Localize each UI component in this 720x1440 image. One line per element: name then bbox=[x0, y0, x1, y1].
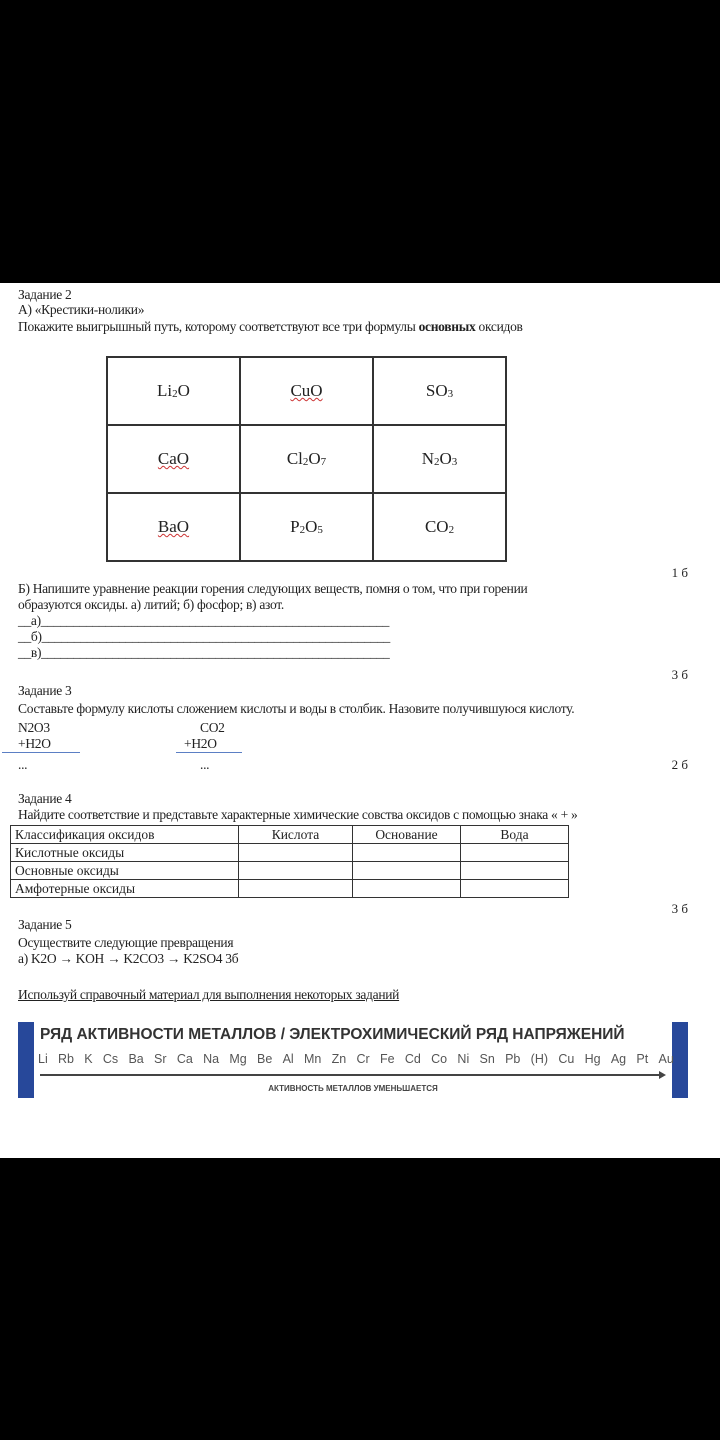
metal-symbol: Au bbox=[658, 1052, 674, 1066]
formula-base: CO bbox=[424, 517, 449, 536]
metal-symbol: Co bbox=[431, 1052, 448, 1066]
task2-title: Задание 2 bbox=[18, 287, 72, 302]
formula-rest bbox=[305, 517, 323, 536]
metal-symbol: Cu bbox=[558, 1052, 575, 1066]
points-4: 3 б bbox=[671, 901, 688, 916]
metal-symbol: Sr bbox=[154, 1052, 167, 1066]
formula-base: BaO bbox=[157, 517, 190, 536]
grid-cell bbox=[373, 357, 506, 425]
metal-activity-series bbox=[18, 1022, 688, 1098]
formula-subscript: 2 bbox=[299, 524, 306, 536]
task5-title: Задание 5 bbox=[18, 917, 72, 932]
grid-cell bbox=[107, 425, 240, 493]
metal-symbol: (H) bbox=[530, 1052, 549, 1066]
column-header: Основание bbox=[353, 826, 461, 844]
answer-cell[interactable] bbox=[353, 844, 461, 862]
column-header: Кислота bbox=[239, 826, 353, 844]
metal-symbol: Ag bbox=[610, 1052, 627, 1066]
answer-cell[interactable] bbox=[353, 880, 461, 898]
formula-subscript: 5 bbox=[317, 524, 323, 536]
formula-element: O bbox=[177, 381, 190, 400]
row-label: Основные оксиды bbox=[11, 862, 239, 880]
metal-symbol: Sn bbox=[479, 1052, 495, 1066]
task4-title: Задание 4 bbox=[18, 791, 72, 806]
grid-cell bbox=[107, 357, 240, 425]
metal-symbol: Mn bbox=[304, 1052, 322, 1066]
banner-caption: АКТИВНОСТЬ МЕТАЛЛОВ УМЕНЬШАЕТСЯ bbox=[268, 1084, 438, 1093]
formula-element: O bbox=[308, 449, 321, 468]
answer-cell[interactable] bbox=[239, 844, 353, 862]
metal-symbol: Cd bbox=[404, 1052, 421, 1066]
answer-cell[interactable] bbox=[461, 844, 569, 862]
formula-rest bbox=[440, 449, 458, 468]
formula-subscript: 2 bbox=[172, 388, 178, 400]
points-b: 3 б bbox=[671, 667, 688, 682]
points-a: 1 б bbox=[671, 565, 688, 580]
task2-b-line1: Б) Напишите уравнение реакции горения следующих веществ, помня о том, что при горении bbox=[18, 581, 528, 596]
metals-list bbox=[38, 1052, 674, 1066]
metal-symbol: Rb bbox=[58, 1052, 74, 1066]
grid-cell bbox=[373, 425, 506, 493]
grid-cell bbox=[107, 493, 240, 561]
metal-symbol: Cs bbox=[102, 1052, 119, 1066]
formula-element: O bbox=[305, 517, 318, 536]
formula-base: CaO bbox=[157, 449, 190, 468]
formula-base: N bbox=[421, 449, 434, 468]
col1-result: ... bbox=[18, 757, 28, 772]
column-header: Вода bbox=[461, 826, 569, 844]
formula-rest bbox=[308, 449, 326, 468]
metal-symbol: K bbox=[84, 1052, 93, 1066]
task2-b-line2: образуются оксиды. а) литий; б) фосфор; в) азот. bbox=[18, 597, 284, 612]
formula-base: Cl bbox=[286, 449, 303, 468]
grid-cell bbox=[240, 493, 373, 561]
answer-cell[interactable] bbox=[239, 880, 353, 898]
metal-symbol: Zn bbox=[331, 1052, 347, 1066]
col1-oxide: N2O3 bbox=[18, 720, 50, 735]
formula-subscript: 2 bbox=[302, 456, 309, 468]
task3-title: Задание 3 bbox=[18, 683, 72, 698]
reference-note: Используй справочный материал для выполнения некоторых заданий bbox=[18, 987, 400, 1002]
metal-symbol: Cr bbox=[356, 1052, 370, 1066]
table-row bbox=[11, 862, 569, 880]
col2-water: +H2O bbox=[184, 736, 217, 751]
metal-symbol: Ni bbox=[457, 1052, 470, 1066]
task5-instruction: Осуществите следующие превращения bbox=[18, 935, 234, 950]
formula-subscript: 7 bbox=[320, 456, 327, 468]
task4-instruction: Найдите соответствие и представьте характерные химические совства оксидов с помощью знака « + » bbox=[18, 807, 578, 822]
formula-base: P bbox=[290, 517, 300, 536]
grid-cell bbox=[240, 425, 373, 493]
col1-water: +H2O bbox=[18, 736, 51, 751]
grid-row bbox=[107, 357, 506, 425]
answer-cell[interactable] bbox=[353, 862, 461, 880]
metal-symbol: Al bbox=[282, 1052, 294, 1066]
grid-row bbox=[107, 493, 506, 561]
metal-symbol: Fe bbox=[380, 1052, 395, 1066]
metal-symbol: Ca bbox=[176, 1052, 193, 1066]
formula-base: SO bbox=[425, 381, 448, 400]
formula-subscript: 3 bbox=[447, 388, 454, 400]
table-header-row bbox=[11, 826, 569, 844]
grid-cell bbox=[240, 357, 373, 425]
formula-rest bbox=[178, 381, 190, 400]
answer-line-b: __б)______________________________________________________ bbox=[18, 629, 390, 644]
answer-cell[interactable] bbox=[461, 862, 569, 880]
formula-base: Li bbox=[157, 381, 173, 400]
row-label: Кислотные оксиды bbox=[11, 844, 239, 862]
formula-element: O bbox=[439, 449, 452, 468]
metal-symbol: Hg bbox=[584, 1052, 601, 1066]
metal-symbol: Na bbox=[203, 1052, 220, 1066]
grid-cell bbox=[373, 493, 506, 561]
col2-result: ... bbox=[200, 757, 210, 772]
column-header: Классификация оксидов bbox=[11, 826, 239, 844]
table-row bbox=[11, 844, 569, 862]
formula-subscript: 2 bbox=[448, 524, 455, 536]
task2-a-label: А) «Крестики-нолики» bbox=[18, 302, 145, 317]
tic-tac-toe-grid bbox=[106, 356, 507, 562]
formula-base: CuO bbox=[290, 381, 323, 400]
metal-symbol: Pt bbox=[636, 1052, 649, 1066]
formula-subscript: 2 bbox=[434, 456, 440, 468]
worksheet-page bbox=[0, 283, 720, 1158]
metal-symbol: Pb bbox=[505, 1052, 521, 1066]
table-row bbox=[11, 880, 569, 898]
answer-line-c: __в)______________________________________________________ bbox=[18, 645, 390, 660]
formula-subscript: 3 bbox=[451, 456, 458, 468]
oxides-table bbox=[10, 825, 569, 898]
grid-row bbox=[107, 425, 506, 493]
task2-instruction: Покажите выигрышный путь, которому соответствуют все три формулы основных оксидов bbox=[18, 319, 523, 334]
col2-underline bbox=[176, 752, 242, 753]
task5-chain: а) K2O → KOH → K2CO3 → K2SO4 3б bbox=[18, 951, 239, 966]
col2-oxide: CO2 bbox=[200, 720, 225, 735]
answer-line-a: __а)______________________________________________________ bbox=[18, 613, 390, 628]
banner-title: РЯД АКТИВНОСТИ МЕТАЛЛОВ / ЭЛЕКТРОХИМИЧЕСКИЙ РЯД НАПРЯЖЕНИЙ bbox=[40, 1026, 625, 1043]
metal-symbol: Li bbox=[38, 1052, 48, 1066]
row-label: Амфотерные оксиды bbox=[11, 880, 239, 898]
metal-symbol: Mg bbox=[229, 1052, 247, 1066]
col1-underline bbox=[2, 752, 80, 753]
arrow-right-icon bbox=[40, 1074, 660, 1076]
metal-symbol: Be bbox=[257, 1052, 273, 1066]
points-3: 2 б bbox=[671, 757, 688, 772]
metal-symbol: Ba bbox=[128, 1052, 144, 1066]
answer-cell[interactable] bbox=[239, 862, 353, 880]
answer-cell[interactable] bbox=[461, 880, 569, 898]
task3-instruction: Составьте формулу кислоты сложением кислоты и воды в столбик. Назовите получившуюся кислоту. bbox=[18, 701, 575, 716]
